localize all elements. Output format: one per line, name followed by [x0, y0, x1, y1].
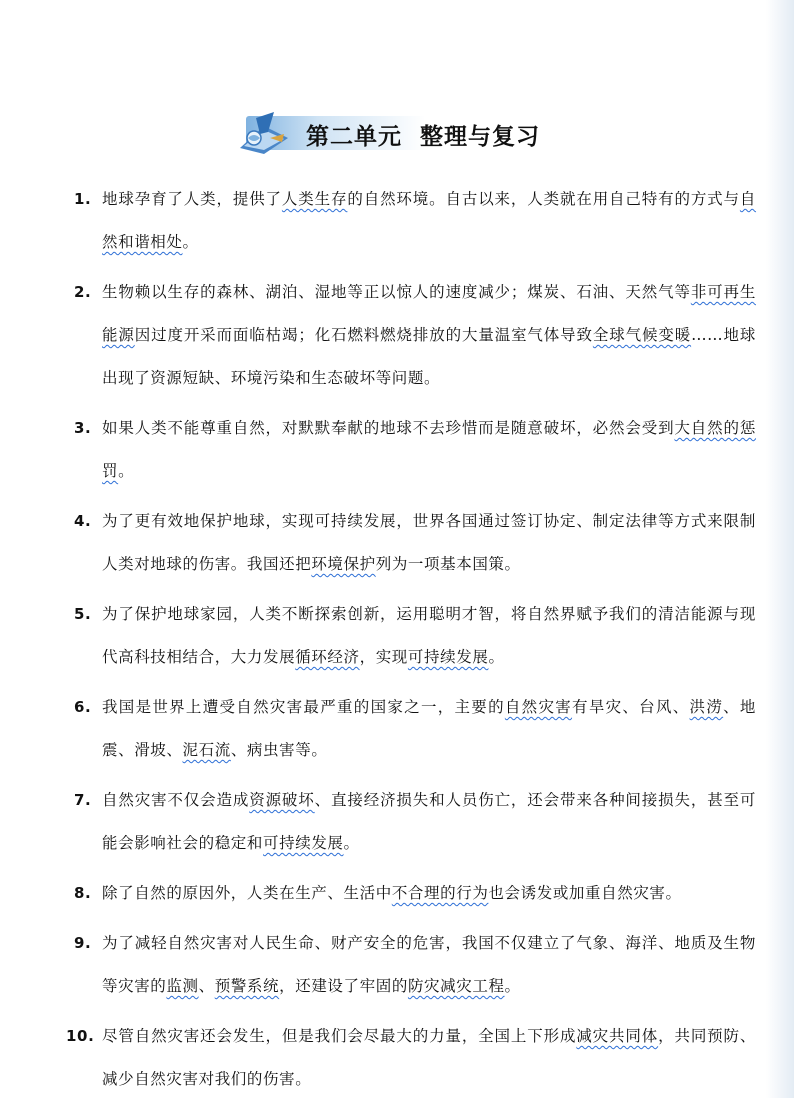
list-item — [74, 500, 756, 586]
list-item — [74, 872, 756, 915]
item-text: 。 — [343, 834, 360, 852]
item-text: 。 — [488, 648, 505, 666]
item-text: 除了自然的原因外，人类在生产、生活中 — [102, 884, 392, 902]
item-text: 为了更有效地保护地球，实现可持续发展，世界各国通过签订协定、制定法律等方式来限制人类对地球的伤害。我国还把 — [102, 512, 756, 573]
item-text: 。 — [182, 233, 199, 251]
item-number: 10. — [66, 1027, 95, 1045]
key-term: 非可再生能源 — [102, 283, 756, 344]
list-item — [74, 407, 756, 493]
item-text: ……地球出现了资源短缺、环境污染和生态破坏等问题。 — [102, 326, 757, 387]
unit-header — [234, 108, 574, 156]
key-term: 减灾共同体 — [576, 1027, 659, 1045]
item-text: 、地震、滑坡、 — [102, 698, 757, 759]
item-text: 地球孕育了人类，提供了 — [102, 190, 282, 208]
key-term: 防灾减灾工程 — [407, 977, 505, 995]
key-term: 人类生存 — [281, 190, 348, 208]
item-text: 、 — [198, 977, 215, 995]
item-text: 列为一项基本国策。 — [375, 555, 521, 573]
item-text: 。 — [118, 462, 135, 480]
item-text: 的自然环境。自古以来，人类就在用自己特有的方式与 — [347, 190, 740, 208]
key-term: 可持续发展 — [407, 648, 489, 666]
key-term: 可持续发展 — [263, 834, 344, 852]
item-text: 也会诱发或加重自然灾害。 — [488, 884, 682, 902]
key-term: 预警系统 — [214, 977, 280, 995]
item-text: 为了保护地球家园，人类不断探索创新，运用聪明才智，将自然界赋予我们的清洁能源与现代高科技相结合，大力发展 — [102, 605, 756, 666]
key-term: 不合理的行为 — [391, 884, 489, 902]
item-text: 如果人类不能尊重自然，对默默奉献的地球不去珍惜而是随意破坏，必然会受到 — [102, 419, 675, 437]
item-text: ，实现 — [359, 648, 408, 666]
item-text: ，共同预防、减少自然灾害对我们的伤害。 — [102, 1027, 756, 1088]
item-text: 。 — [504, 977, 521, 995]
list-item — [74, 178, 757, 264]
item-number: 7. — [74, 791, 92, 809]
item-number: 3. — [74, 419, 92, 437]
key-term: 环境保护 — [311, 555, 376, 573]
item-number: 1. — [74, 190, 92, 208]
item-number: 2. — [74, 283, 92, 301]
item-text: 我国是世界上遭受自然灾害最严重的国家之一，主要的 — [102, 698, 505, 716]
item-text: 因过度开采而面临枯竭；化石燃料燃烧排放的大量温室气体导致 — [134, 326, 593, 344]
item-text: 、直接经济损失和人员伤亡，还会带来各种间接损失，甚至可能会影响社会的稳定和 — [102, 791, 757, 852]
item-number: 5. — [74, 605, 92, 623]
key-term: 监测 — [166, 977, 199, 995]
item-text: 有旱灾、台风、 — [572, 698, 690, 716]
key-term: 泥石流 — [182, 741, 231, 759]
list-item — [74, 271, 757, 400]
list-item — [74, 779, 757, 865]
item-text: ，还建设了牢固的 — [279, 977, 408, 995]
item-number: 9. — [74, 934, 92, 952]
review-list — [66, 178, 757, 1108]
list-item — [74, 686, 757, 772]
item-number: 8. — [74, 884, 92, 902]
item-text: 尽管自然灾害还会发生，但是我们会尽最大的力量，全国上下形成 — [102, 1027, 577, 1045]
item-number: 6. — [74, 698, 92, 716]
page-title: 第二单元 整理与复习 — [306, 124, 541, 150]
page-edge-shadow — [766, 0, 794, 1098]
key-term: 自然灾害 — [504, 698, 573, 716]
item-text: 、病虫害等。 — [230, 741, 328, 759]
key-term: 循环经济 — [295, 648, 360, 666]
key-term: 自然和谐相处 — [102, 190, 757, 251]
key-term: 全球气候变暖 — [592, 326, 692, 344]
book-globe-emblem-icon — [234, 108, 292, 156]
item-text: 自然灾害不仅会造成 — [102, 791, 250, 809]
item-number: 4. — [74, 512, 92, 530]
list-item — [74, 593, 756, 679]
list-item — [74, 922, 756, 1008]
item-text: 为了减轻自然灾害对人民生命、财产安全的危害，我国不仅建立了气象、海洋、地质及生物等灾害的 — [102, 934, 756, 995]
list-item — [66, 1015, 756, 1101]
item-text: 生物赖以生存的森林、湖泊、湿地等正以惊人的速度减少；煤炭、石油、天然气等 — [102, 283, 691, 301]
key-term: 资源破坏 — [249, 791, 315, 809]
key-term: 洪涝 — [689, 698, 724, 716]
key-term: 大自然的惩罚 — [102, 419, 756, 480]
